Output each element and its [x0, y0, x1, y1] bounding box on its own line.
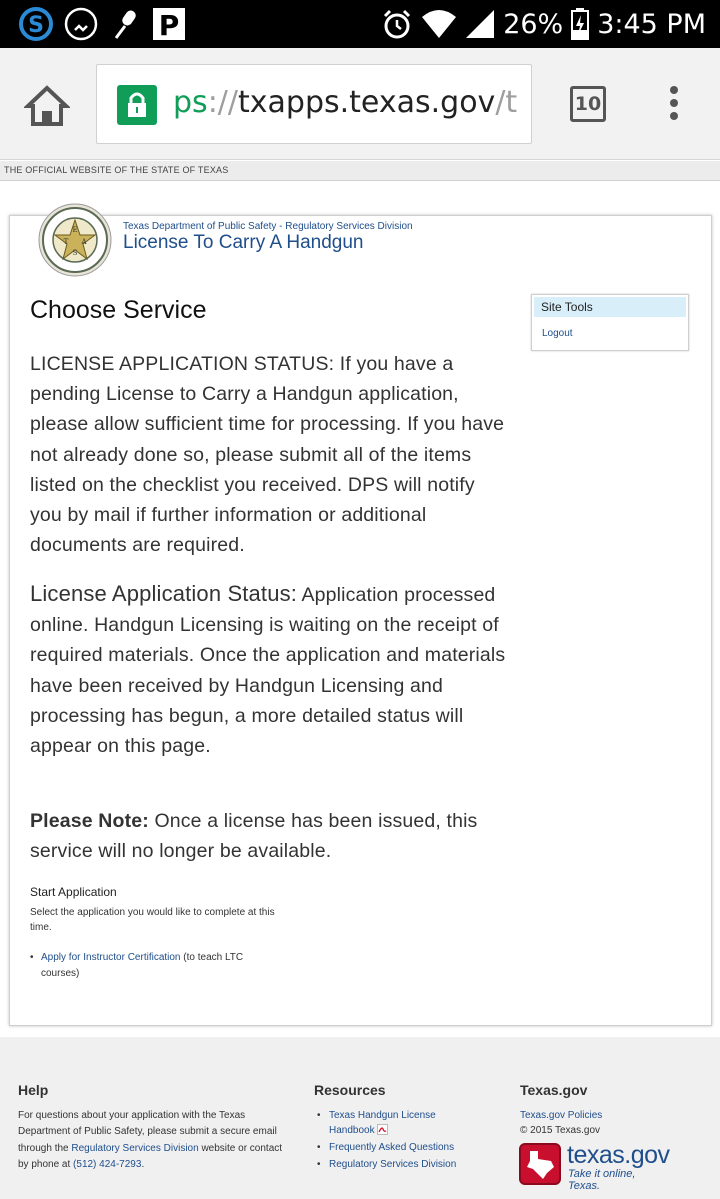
svg-text:A: A	[81, 238, 87, 246]
signal-icon	[465, 9, 495, 39]
dps-seal-icon	[38, 203, 112, 277]
battery-icon	[571, 8, 589, 40]
please-note-text: Once a license has been issued, this service will no longer be available.	[30, 810, 478, 863]
svg-text:T: T	[63, 238, 69, 246]
help-rsd-link[interactable]: Regulatory Services Division	[71, 1142, 199, 1154]
list-item	[314, 1157, 484, 1172]
texasgov-policies-link[interactable]: Texas.gov Policies	[520, 1110, 603, 1121]
status-paragraph: LICENSE APPLICATION STATUS: If you have a pending License to Carry a Handgun application, please allow sufficient time for processing. If you have not already done so, please submit all of the items listed on the checklist you received. DPS will notify you by mail if further information or additional documents are required.	[30, 353, 505, 557]
url-path: /t	[495, 85, 518, 120]
parking-icon	[152, 6, 186, 42]
texasgov-logo[interactable]	[519, 1141, 670, 1192]
resources-list	[314, 1108, 484, 1172]
url-text	[173, 85, 517, 120]
footer-texasgov-title: Texas.gov	[520, 1082, 588, 1098]
main-content	[9, 215, 712, 1026]
bullet: •	[30, 952, 34, 963]
please-note-label: Please Note:	[30, 810, 149, 832]
logout-link[interactable]: Logout	[542, 328, 573, 339]
copyright: © 2015 Texas.gov	[520, 1125, 601, 1136]
footer-texasgov	[520, 1082, 700, 1138]
official-banner: THE OFFICIAL WEBSITE OF THE STATE OF TEXAS	[0, 161, 720, 181]
texas-state-icon	[519, 1143, 561, 1185]
help-text-before: For questions about your application with the Texas Department of Public Safety, please submit a secure email through the	[18, 1110, 277, 1154]
application-status-text: Application processed online. Handgun Licensing is waiting on the receipt of required materials. Once the application and materials have been received by Handgun Licensing and processing has begun, a more detailed status will appear on this page.	[30, 584, 506, 758]
faq-link[interactable]: Frequently Asked Questions	[329, 1142, 455, 1153]
page-title: Choose Service	[30, 296, 207, 324]
url-scheme: ps	[173, 85, 208, 120]
footer-help	[18, 1082, 283, 1173]
phone-icon	[63, 6, 99, 42]
department-name: Texas Department of Public Safety - Regulatory Services Division	[123, 221, 413, 232]
footer-resources	[314, 1082, 484, 1174]
status-bar	[0, 0, 720, 48]
bullet: •	[317, 1159, 321, 1170]
help-phone-link[interactable]: (512) 424-7293	[73, 1158, 142, 1170]
skype-icon	[18, 6, 54, 42]
url-separator: ://	[207, 85, 239, 120]
texasgov-info	[520, 1108, 700, 1138]
help-text-mid: website or contact by phone at	[18, 1142, 283, 1170]
lock-icon	[117, 85, 157, 125]
start-application-desc: Select the application you would like to complete at this time.	[30, 907, 275, 933]
battery-percent: 26%	[503, 8, 564, 40]
list-item	[314, 1140, 484, 1155]
application-status-label: License Application Status:	[30, 581, 297, 606]
site-tools-panel	[531, 294, 689, 351]
url-host: txapps.texas.gov	[238, 85, 496, 120]
svg-text:E: E	[72, 226, 78, 234]
svg-text:S: S	[28, 13, 44, 38]
texasgov-logo-tagline: Take it online, Texas.	[568, 1168, 636, 1192]
list-item	[314, 1108, 484, 1138]
footer-help-title: Help	[18, 1082, 49, 1098]
application-status	[30, 579, 512, 761]
home-icon[interactable]	[24, 84, 70, 128]
site-tools-title: Site Tools	[534, 297, 686, 317]
svg-text:S: S	[72, 249, 78, 257]
footer-resources-title: Resources	[314, 1082, 386, 1098]
svg-text:P: P	[158, 9, 180, 42]
rsd-link[interactable]: Regulatory Services Division	[329, 1159, 457, 1170]
url-bar[interactable]	[96, 64, 532, 144]
apply-instructor-suffix: (to teach LTC courses)	[41, 952, 244, 979]
please-note	[30, 806, 512, 866]
apply-instructor-link[interactable]: Apply for Instructor Certification	[41, 952, 181, 963]
handbook-link[interactable]: Texas Handgun License Handbook	[329, 1110, 436, 1136]
program-title: License To Carry A Handgun	[123, 232, 364, 253]
help-text-end: .	[141, 1158, 145, 1170]
texasgov-logo-name: texas.gov	[567, 1141, 670, 1169]
footer-help-text	[18, 1108, 283, 1173]
application-list	[30, 950, 270, 982]
list-item	[30, 950, 270, 982]
browser-toolbar	[0, 48, 720, 160]
bullet: •	[317, 1142, 321, 1153]
start-application-title: Start Application	[30, 885, 117, 899]
bullet: •	[317, 1110, 321, 1121]
wifi-icon	[421, 9, 457, 39]
pdf-icon	[377, 1124, 388, 1135]
alarm-icon	[381, 8, 413, 40]
clock: 3:45 PM	[597, 8, 706, 40]
overflow-menu-icon[interactable]	[664, 86, 684, 126]
microphone-icon	[108, 6, 144, 42]
tab-switcher-button[interactable]: 10	[570, 86, 606, 122]
